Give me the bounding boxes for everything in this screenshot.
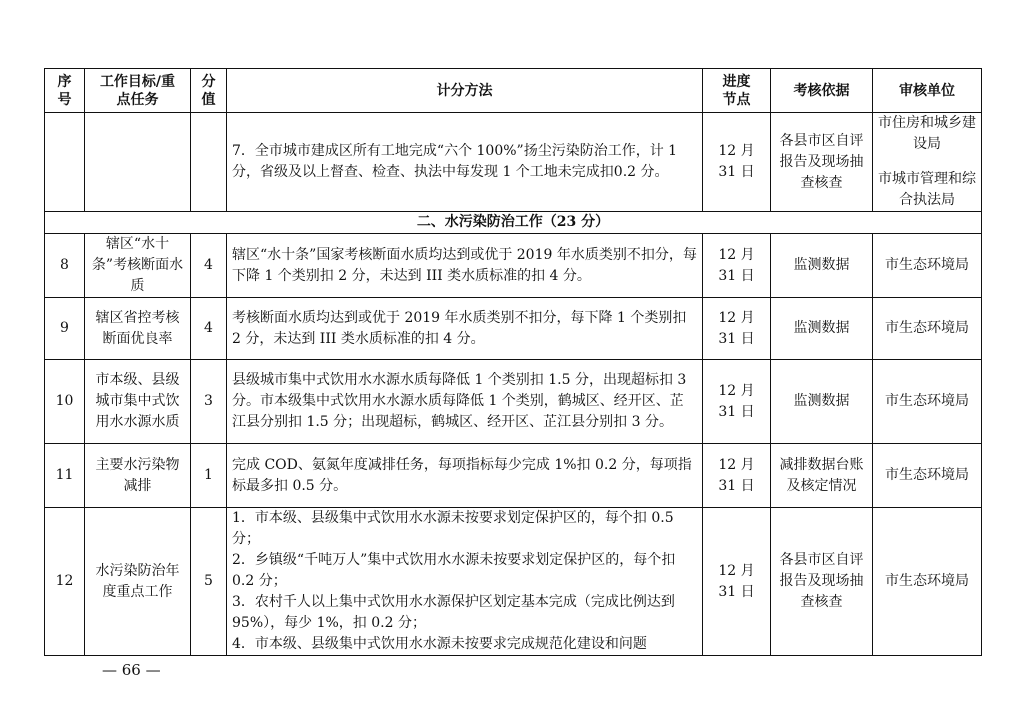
row7-basis: 各县市区自评报告及现场抽查核查 bbox=[771, 113, 873, 212]
row-seq: 10 bbox=[45, 360, 85, 444]
row7-unit-urban-mgmt: 市城市管理和综合执法局 bbox=[878, 171, 976, 208]
header-unit: 审核单位 bbox=[873, 69, 982, 113]
row7-target bbox=[85, 113, 191, 212]
row-basis: 监测数据 bbox=[771, 298, 873, 360]
table-row-12 bbox=[45, 508, 982, 656]
row-seq: 11 bbox=[45, 444, 85, 508]
row-seq: 8 bbox=[45, 234, 85, 298]
header-target: 工作目标/重 点任务 bbox=[85, 69, 191, 113]
row7-node: 12 月 31 日 bbox=[703, 113, 771, 212]
row7-seq bbox=[45, 113, 85, 212]
row-target: 市本级、县级城市集中式饮用水水源水质 bbox=[85, 360, 191, 444]
row-unit: 市生态环境局 bbox=[873, 360, 982, 444]
table-row-7 bbox=[45, 113, 982, 212]
row-seq: 9 bbox=[45, 298, 85, 360]
table-row-9 bbox=[45, 298, 982, 360]
row7-score bbox=[191, 113, 227, 212]
table-row-11 bbox=[45, 444, 982, 508]
row7-unit bbox=[873, 113, 982, 212]
method-line-1: 1．市本级、县级集中式饮用水水源未按要求划定保护区的，每个扣 0.5 分； bbox=[232, 510, 674, 547]
header-row bbox=[45, 69, 982, 113]
page-number: — 66 — bbox=[102, 661, 161, 679]
row-basis: 减排数据台账及核定情况 bbox=[771, 444, 873, 508]
row-node: 12 月 31 日 bbox=[703, 444, 771, 508]
header-method: 计分方法 bbox=[227, 69, 703, 113]
row-unit: 市生态环境局 bbox=[873, 298, 982, 360]
row12-basis: 各县市区自评报告及现场抽查核查 bbox=[771, 508, 873, 656]
table-row-10 bbox=[45, 360, 982, 444]
section-title-water: 二、水污染防治工作（23 分） bbox=[45, 212, 982, 234]
row-method: 完成 COD、氨氮年度减排任务，每项指标每少完成 1%扣 0.2 分，每项指标最多扣 0.5 分。 bbox=[227, 444, 703, 508]
row-basis: 监测数据 bbox=[771, 360, 873, 444]
row7-method: 7．全市城市建成区所有工地完成“六个 100%”扬尘污染防治工作，计 1 分，省级及以上督查、检查、执法中每发现 1 个工地未完成扣0.2 分。 bbox=[227, 113, 703, 212]
row-method: 辖区“水十条”国家考核断面水质均达到或优于 2019 年水质类别不扣分，每下降 1 个类别扣 2 分，未达到 III 类水质标准的扣 4 分。 bbox=[227, 234, 703, 298]
row-basis: 监测数据 bbox=[771, 234, 873, 298]
header-basis: 考核依据 bbox=[771, 69, 873, 113]
table-row-8 bbox=[45, 234, 982, 298]
row12-node: 12 月 31 日 bbox=[703, 508, 771, 656]
header-node: 进度 节点 bbox=[703, 69, 771, 113]
row-unit: 市生态环境局 bbox=[873, 444, 982, 508]
row-score: 3 bbox=[191, 360, 227, 444]
row-method: 县级城市集中式饮用水水源水质每降低 1 个类别扣 1.5 分，出现超标扣 3 分。市本级集中式饮用水水源水质每降低 1 个类别，鹤城区、经开区、芷江县分别扣 1.5 分；出现超标，鹤城区、经开区、芷江县分别扣 3 分。 bbox=[227, 360, 703, 444]
row-node: 12 月 31 日 bbox=[703, 360, 771, 444]
row-node: 12 月 31 日 bbox=[703, 298, 771, 360]
row-unit: 市生态环境局 bbox=[873, 234, 982, 298]
row-score: 1 bbox=[191, 444, 227, 508]
unit-spacer bbox=[878, 155, 976, 169]
row-score: 4 bbox=[191, 234, 227, 298]
header-score: 分 值 bbox=[191, 69, 227, 113]
method-line-4: 4．市本级、县级集中式饮用水水源未按要求完成规范化建设和问题 bbox=[232, 636, 647, 652]
row12-method bbox=[227, 508, 703, 656]
section-row-water bbox=[45, 212, 982, 234]
row-score: 4 bbox=[191, 298, 227, 360]
assessment-table bbox=[44, 68, 982, 656]
row-target: 辖区“水十条”考核断面水质 bbox=[85, 234, 191, 298]
method-line-3: 3．农村千人以上集中式饮用水水源保护区划定基本完成（完成比例达到 95%），每少 1%，扣 0.2 分； bbox=[232, 594, 675, 631]
header-seq: 序 号 bbox=[45, 69, 85, 113]
row12-target: 水污染防治年度重点工作 bbox=[85, 508, 191, 656]
row12-unit: 市生态环境局 bbox=[873, 508, 982, 656]
method-line-2: 2．乡镇级“千吨万人”集中式饮用水水源未按要求划定保护区的，每个扣 0.2 分； bbox=[232, 552, 676, 589]
row-node: 12 月 31 日 bbox=[703, 234, 771, 298]
row12-score: 5 bbox=[191, 508, 227, 656]
row-target: 辖区省控考核断面优良率 bbox=[85, 298, 191, 360]
row-target: 主要水污染物减排 bbox=[85, 444, 191, 508]
row7-unit-housing: 市住房和城乡建设局 bbox=[878, 115, 976, 152]
row12-seq: 12 bbox=[45, 508, 85, 656]
row-method: 考核断面水质均达到或优于 2019 年水质类别不扣分，每下降 1 个类别扣 2 分，未达到 III 类水质标准的扣 4 分。 bbox=[227, 298, 703, 360]
